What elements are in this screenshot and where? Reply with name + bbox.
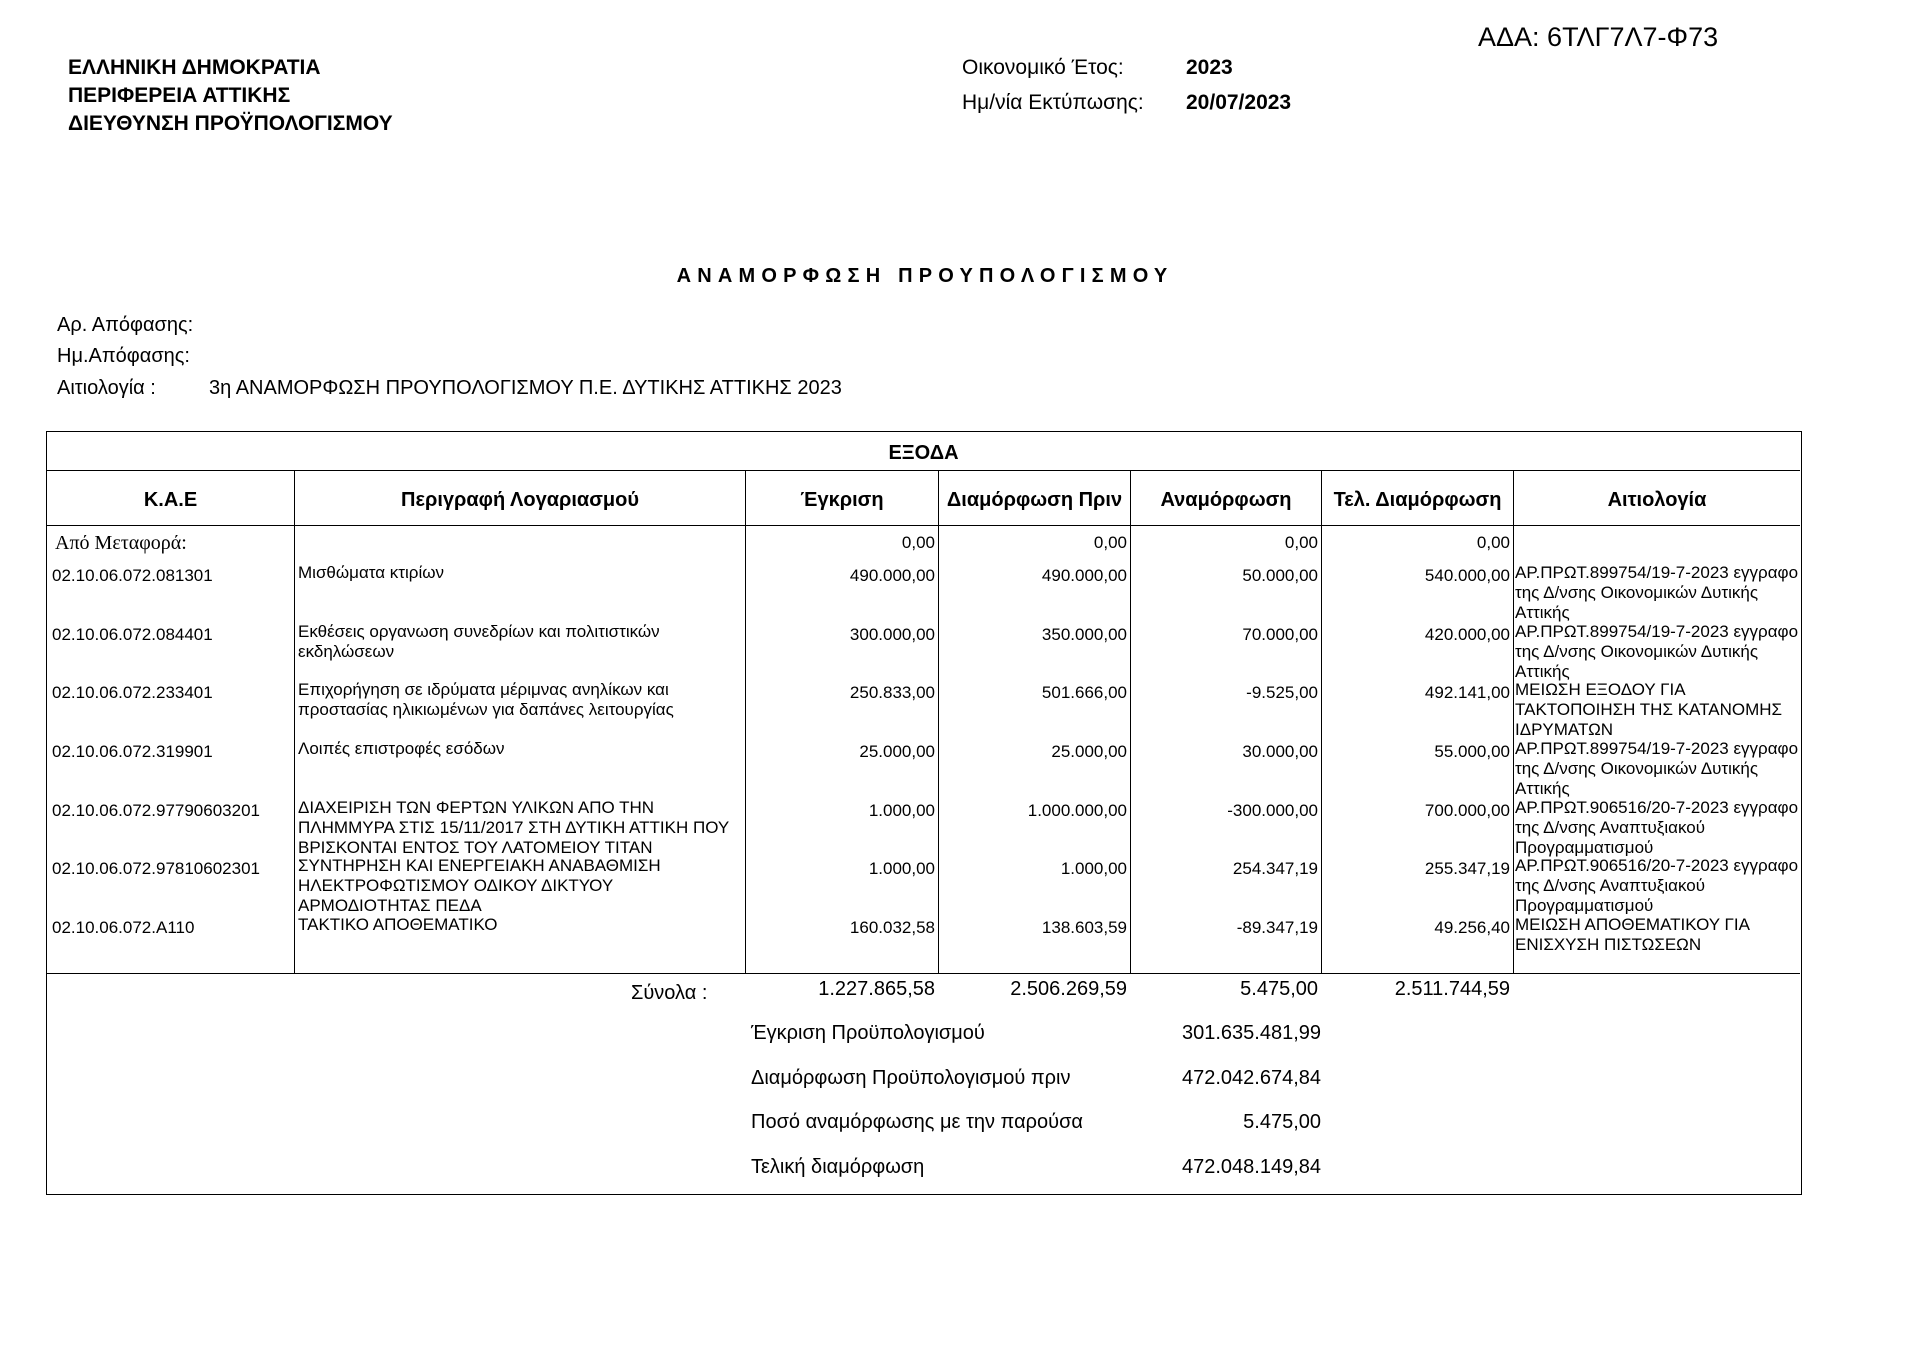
- row-kae: 02.10.06.072.97810602301: [52, 859, 260, 878]
- row-kae: 02.10.06.072.Α110: [52, 918, 195, 937]
- row-reason: ΜΕΙΩΣΗ ΕΞΟΔΟΥ ΓΙΑ ΤΑΚΤΟΠΟΙΗΣΗ ΤΗΣ ΚΑΤΑΝΟΜΗΣ ΙΔΡΥΜΑΤΩΝ: [1515, 680, 1783, 739]
- summary-value: 472.048.149,84: [1181, 1156, 1321, 1178]
- decision-reason-value: 3η ΑΝΑΜΟΡΦΩΣΗ ΠΡΟΥΠΟΛΟΓΙΣΜΟΥ Π.Ε. ΔΥΤΙΚΗΣ ΑΤΤΙΚΗΣ 2023: [209, 377, 842, 399]
- totals-label: Σύνολα :: [631, 982, 708, 1004]
- decision-reason-label: Αιτιολογία :: [57, 377, 156, 399]
- col-header-final: Τελ. Διαμόρφωση: [1333, 489, 1502, 511]
- row-description: ΔΙΑΧΕΙΡΙΣΗ ΤΩΝ ΦΕΡΤΩΝ ΥΛΙΚΩΝ ΑΠΟ ΤΗΝ ΠΛΗΜΜΥΡΑ ΣΤΙΣ 15/11/2017 ΣΤΗ ΔΥΤΙΚΗ ΑΤΤΙΚΗ ΠΟΥ ΒΡΙΣΚΟΝΤΑΙ ΕΝΤΟΣ ΤΟΥ ΛΑΤΟΜΕΙΟΥ ΤΙΤΑΝ: [298, 798, 729, 857]
- header-issuer: [68, 54, 393, 138]
- summary-label: Διαμόρφωση Προϋπολογισμού πριν: [751, 1067, 1071, 1089]
- row-kae: 02.10.06.072.319901: [52, 742, 213, 761]
- row-approval: 250.833,00: [849, 683, 935, 702]
- row-change: 50.000,00: [1242, 566, 1318, 585]
- row-before: 138.603,59: [1041, 918, 1127, 937]
- row-approval: 300.000,00: [849, 625, 935, 644]
- totals-before: 2.506.269,59: [1010, 978, 1127, 1000]
- rule-col-1: [294, 470, 295, 974]
- col-header-reason: Αιτιολογία: [1607, 489, 1707, 511]
- row-reason: ΑΡ.ΠΡΩΤ.899754/19-7-2023 εγγραφο της Δ/νσης Οικονομικών Δυτικής Αττικής: [1515, 563, 1799, 622]
- row-approval: 1.000,00: [868, 801, 935, 820]
- section-title: ΕΞΟΔΑ: [888, 442, 959, 464]
- decision-date-label: Ημ.Απόφασης:: [57, 345, 190, 367]
- summary-label: Ποσό αναμόρφωσης με την παρούσα: [751, 1111, 1083, 1133]
- row-kae: 02.10.06.072.081301: [52, 566, 213, 585]
- carry-approval: 0,00: [901, 533, 935, 552]
- fiscal-year-label: Οικονομικό Έτος:: [962, 56, 1124, 79]
- row-final: 492.141,00: [1424, 683, 1510, 702]
- row-final: 49.256,40: [1434, 918, 1510, 937]
- row-before: 490.000,00: [1041, 566, 1127, 585]
- col-header-change: Αναμόρφωση: [1160, 489, 1292, 511]
- row-before: 1.000.000,00: [1027, 801, 1127, 820]
- row-approval: 160.032,58: [849, 918, 935, 937]
- summary-value: 5.475,00: [1243, 1111, 1321, 1133]
- row-before: 350.000,00: [1041, 625, 1127, 644]
- summary-label: Τελική διαμόρφωση: [751, 1156, 925, 1178]
- totals-final: 2.511.744,59: [1394, 978, 1510, 1000]
- carry-final: 0,00: [1476, 533, 1510, 552]
- row-kae: 02.10.06.072.084401: [52, 625, 213, 644]
- document-title: ΑΝΑΜΟΡΦΩΣΗ ΠΡΟΥΠΟΛΟΓΙΣΜΟΥ: [676, 265, 1174, 287]
- row-approval: 25.000,00: [859, 742, 935, 761]
- row-change: -300.000,00: [1227, 801, 1318, 820]
- row-description: Εκθέσεις οργανωση συνεδρίων και πολιτιστικών εκδηλώσεων: [298, 622, 660, 661]
- row-description: Λοιπές επιστροφές εσόδων: [298, 739, 505, 758]
- row-kae: 02.10.06.072.233401: [52, 683, 213, 702]
- header-line-country: ΕΛΛΗΝΙΚΗ ΔΗΜΟΚΡΑΤΙΑ: [68, 56, 321, 79]
- row-change: 30.000,00: [1242, 742, 1318, 761]
- rule-section: [47, 470, 1800, 471]
- row-final: 55.000,00: [1434, 742, 1510, 761]
- rule-col-2: [745, 470, 746, 974]
- header-line-region: ΠΕΡΙΦΕΡΕΙΑ ΑΤΤΙΚΗΣ: [68, 84, 291, 107]
- row-reason: ΑΡ.ΠΡΩΤ.906516/20-7-2023 εγγραφο της Δ/νσης Αναπτυξιακού Προγραμματισμού: [1515, 856, 1799, 915]
- row-approval: 490.000,00: [849, 566, 935, 585]
- rule-body-end: [47, 973, 1800, 974]
- carry-change: 0,00: [1284, 533, 1318, 552]
- summary-value: 472.042.674,84: [1181, 1067, 1321, 1089]
- row-reason: ΜΕΙΩΣΗ ΑΠΟΘΕΜΑΤΙΚΟΥ ΓΙΑ ΕΝΙΣΧΥΣΗ ΠΙΣΤΩΣΕΩΝ: [1515, 915, 1749, 954]
- row-final: 255.347,19: [1424, 859, 1510, 878]
- rule-header: [47, 525, 1800, 526]
- expenses-table: [46, 431, 1802, 1195]
- row-final: 540.000,00: [1424, 566, 1510, 585]
- col-header-kae: Κ.Α.Ε: [143, 489, 198, 511]
- totals-change: 5.475,00: [1240, 978, 1318, 1000]
- row-description: Επιχορήγηση σε ιδρύματα μέριμνας ανηλίκων και προστασίας ηλικιωμένων για δαπάνες λειτουργίας: [298, 680, 674, 719]
- print-date-value: 20/07/2023: [1186, 91, 1292, 114]
- row-change: 254.347,19: [1232, 859, 1318, 878]
- carry-label: Από Μεταφορά:: [55, 532, 187, 554]
- col-header-approval: Έγκριση: [800, 489, 884, 511]
- row-change: -89.347,19: [1236, 918, 1318, 937]
- decision-number-label: Αρ. Απόφασης:: [57, 314, 194, 336]
- summary-value: 301.635.481,99: [1181, 1022, 1321, 1044]
- carry-before: 0,00: [1093, 533, 1127, 552]
- row-final: 420.000,00: [1424, 625, 1510, 644]
- ada-code: ΑΔΑ: 6ΤΛΓ7Λ7-Φ73: [1478, 22, 1719, 52]
- row-kae: 02.10.06.072.97790603201: [52, 801, 260, 820]
- row-final: 700.000,00: [1424, 801, 1510, 820]
- rule-col-6: [1513, 470, 1514, 974]
- row-reason: ΑΡ.ΠΡΩΤ.899754/19-7-2023 εγγραφο της Δ/νσης Οικονομικών Δυτικής Αττικής: [1515, 622, 1799, 681]
- col-header-description: Περιγραφή Λογαριασμού: [401, 489, 639, 511]
- row-reason: ΑΡ.ΠΡΩΤ.906516/20-7-2023 εγγραφο της Δ/νσης Αναπτυξιακού Προγραμματισμού: [1515, 798, 1799, 857]
- col-header-before: Διαμόρφωση Πριν: [946, 489, 1123, 511]
- totals-approval: 1.227.865,58: [818, 978, 935, 1000]
- row-approval: 1.000,00: [868, 859, 935, 878]
- row-description: ΣΥΝΤΗΡΗΣΗ ΚΑΙ ΕΝΕΡΓΕΙΑΚΗ ΑΝΑΒΑΘΜΙΣΗ ΗΛΕΚΤΡΟΦΩΤΙΣΜΟΥ ΟΔΙΚΟΥ ΔΙΚΤΥΟΥ ΑΡΜΟΔΙΟΤΗΤΑΣ ΠΕΔΑ: [298, 856, 661, 915]
- row-description: Μισθώματα κτιρίων: [298, 563, 445, 582]
- row-before: 25.000,00: [1051, 742, 1127, 761]
- row-reason: ΑΡ.ΠΡΩΤ.899754/19-7-2023 εγγραφο της Δ/νσης Οικονομικών Δυτικής Αττικής: [1515, 739, 1799, 798]
- summary-label: Έγκριση Προϋπολογισμού: [751, 1022, 985, 1044]
- header-line-directorate: ΔΙΕΥΘΥΝΣΗ ΠΡΟΫΠΟΛΟΓΙΣΜΟΥ: [68, 112, 393, 135]
- row-description: ΤΑΚΤΙΚΟ ΑΠΟΘΕΜΑΤΙΚΟ: [298, 915, 498, 934]
- row-before: 501.666,00: [1041, 683, 1127, 702]
- print-date-label: Ημ/νία Εκτύπωσης:: [962, 91, 1144, 114]
- row-change: -9.525,00: [1246, 683, 1318, 702]
- row-change: 70.000,00: [1242, 625, 1318, 644]
- row-before: 1.000,00: [1060, 859, 1127, 878]
- fiscal-year-value: 2023: [1186, 56, 1233, 79]
